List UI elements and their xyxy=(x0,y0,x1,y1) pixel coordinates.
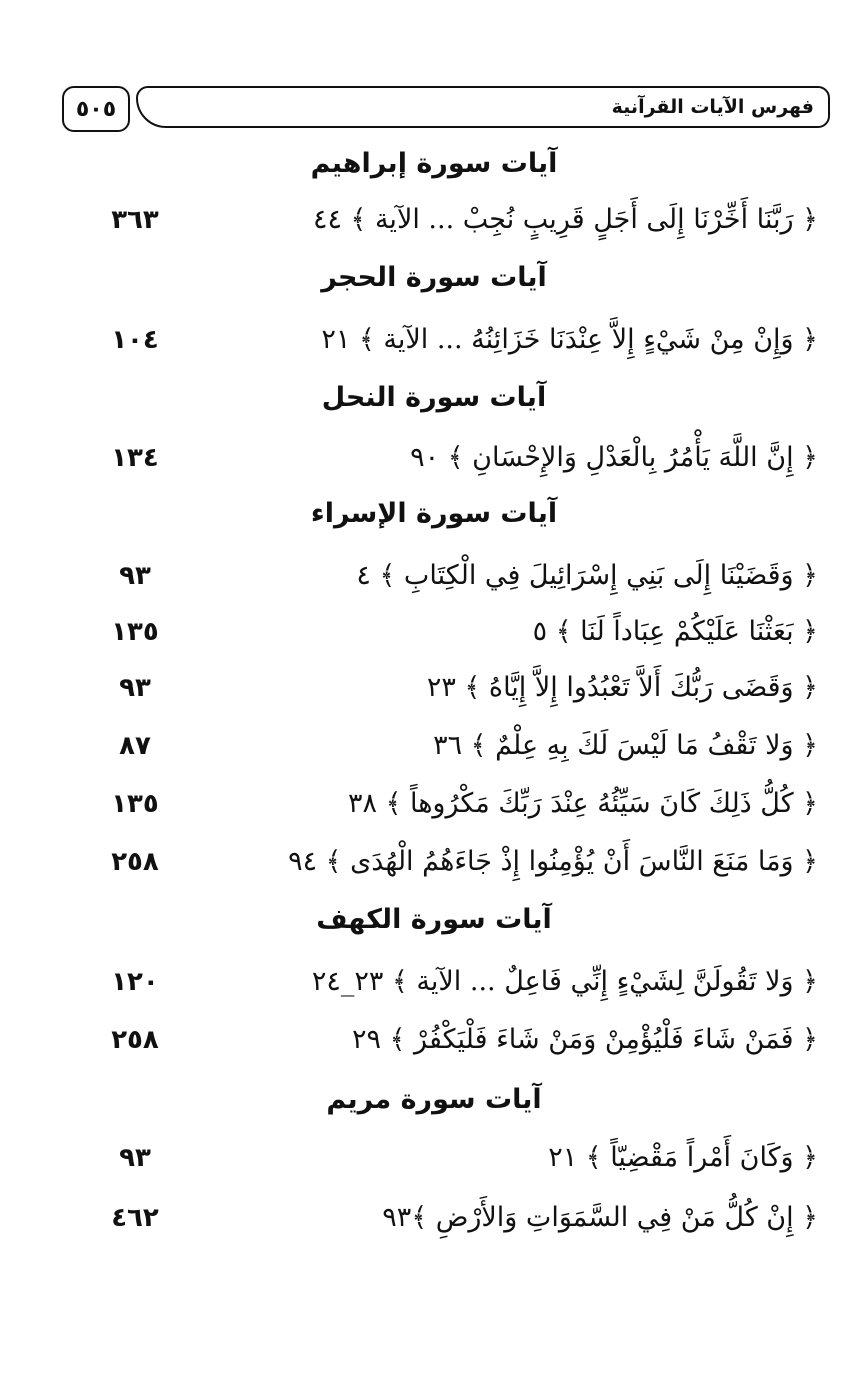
page-ref: ٩٣ xyxy=(119,673,151,703)
verse-text: ﴿ بَعَثْنَا عَلَيْكُمْ عِبَاداً لَنَا ﴾ ٥ xyxy=(532,616,818,647)
index-entry xyxy=(0,612,868,652)
section-heading: آيات سورة مريم xyxy=(326,1084,542,1115)
index-entry xyxy=(0,726,868,766)
running-title: فهرس الآيات القرآنية xyxy=(136,86,830,128)
page-ref: ١٠٤ xyxy=(111,325,159,355)
index-entry xyxy=(0,1198,868,1238)
index-entry xyxy=(0,556,868,596)
index-entry xyxy=(0,962,868,1002)
verse-text: ﴿ وَكَانَ أَمْراً مَقْضِيّاً ﴾ ٢١ xyxy=(548,1142,818,1173)
index-entry xyxy=(0,200,868,240)
page-ref: ٩٣ xyxy=(119,1143,151,1173)
index-entry xyxy=(0,668,868,708)
page-ref: ٣٦٣ xyxy=(111,205,159,235)
page-ref: ١٣٥ xyxy=(111,617,159,647)
running-header xyxy=(62,86,834,132)
verse-text: ﴿ وَلا تَقُولَنَّ لِشَيْءٍ إِنِّي فَاعِلٌ ... الآية ﴾ ٢٣_٢٤ xyxy=(311,966,818,997)
section-heading: آيات سورة النحل xyxy=(321,382,547,413)
verse-text: ﴿ إِنْ كُلُّ مَنْ فِي السَّمَوَاتِ وَالأَرْضِ ﴾٩٣ xyxy=(382,1202,818,1233)
index-entry xyxy=(0,842,868,882)
section-heading: آيات سورة الإسراء xyxy=(310,498,558,529)
section-heading: آيات سورة الكهف xyxy=(316,904,552,935)
index-entry xyxy=(0,1020,868,1060)
page-ref: ٨٧ xyxy=(119,731,151,761)
page-number: ٥٠٥ xyxy=(62,86,130,132)
section-heading: آيات سورة الحجر xyxy=(321,262,547,293)
index-entry xyxy=(0,438,868,478)
verse-text: ﴿ كُلُّ ذَلِكَ كَانَ سَيِّئُهُ عِنْدَ رَبِّكَ مَكْرُوهاً ﴾ ٣٨ xyxy=(347,788,818,819)
verse-text: ﴿ وَمَا مَنَعَ النَّاسَ أَنْ يُؤْمِنُوا إِذْ جَاءَهُمُ الْهُدَى ﴾ ٩٤ xyxy=(288,846,818,877)
page-ref: ١٣٥ xyxy=(111,789,159,819)
page-ref: ١٢٠ xyxy=(111,967,159,997)
index-entry xyxy=(0,320,868,360)
verse-text: ﴿ رَبَّنَا أَخِّرْنَا إِلَى أَجَلٍ قَرِيبٍ نُجِبْ ... الآية ﴾ ٤٤ xyxy=(312,204,818,235)
page-ref: ٢٥٨ xyxy=(111,1025,159,1055)
verse-text: ﴿ وَقَضَى رَبُّكَ أَلاَّ تَعْبُدُوا إِلاَّ إِيَّاهُ ﴾ ٢٣ xyxy=(426,672,818,703)
page-ref: ٩٣ xyxy=(119,561,151,591)
verse-text: ﴿ إِنَّ اللَّهَ يَأْمُرُ بِالْعَدْلِ وَالإِحْسَانِ ﴾ ٩٠ xyxy=(410,442,818,473)
verse-text: ﴿ وَلا تَقْفُ مَا لَيْسَ لَكَ بِهِ عِلْمٌ ﴾ ٣٦ xyxy=(433,730,818,761)
section-heading: آيات سورة إبراهيم xyxy=(310,148,558,179)
verse-text: ﴿ وَإِنْ مِنْ شَيْءٍ إِلاَّ عِنْدَنَا خَزَائِنُهُ ... الآية ﴾ ٢١ xyxy=(321,324,818,355)
index-entry xyxy=(0,784,868,824)
index-entry xyxy=(0,1138,868,1178)
page-ref: ٢٥٨ xyxy=(111,847,159,877)
verse-text: ﴿ وَقَضَيْنَا إِلَى بَنِي إِسْرَائِيلَ فِي الْكِتَابِ ﴾ ٤ xyxy=(356,560,818,591)
page-ref: ٤٦٢ xyxy=(111,1203,159,1233)
page-ref: ١٣٤ xyxy=(111,443,159,473)
verse-text: ﴿ فَمَنْ شَاءَ فَلْيُؤْمِنْ وَمَنْ شَاءَ فَلْيَكْفُرْ ﴾ ٢٩ xyxy=(352,1024,818,1055)
